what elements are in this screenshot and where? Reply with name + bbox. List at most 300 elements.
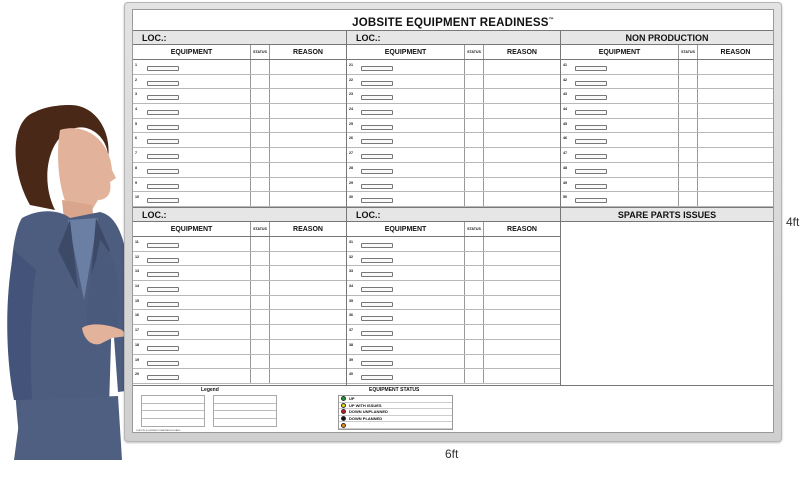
section-header: LOC.:: [133, 207, 346, 222]
equipment-row: [561, 75, 773, 90]
reason-cell: [484, 340, 560, 354]
reason-cell: [484, 163, 560, 177]
legend-grid: [141, 395, 281, 430]
equipment-cell: [347, 237, 465, 251]
magnetic-tag: [147, 375, 179, 380]
reason-cell: [698, 89, 773, 103]
row-number: 35: [349, 298, 353, 303]
equipment-row: [133, 148, 346, 163]
status-dot-icon: [341, 416, 346, 421]
row-number: 25: [349, 121, 353, 126]
magnetic-tag: [147, 258, 179, 263]
status-cell: [251, 281, 270, 295]
status-cell: [465, 369, 484, 383]
legend-area: [133, 385, 773, 434]
magnetic-tag: [361, 169, 393, 174]
equipment-cell: [133, 369, 251, 383]
row-number: 7: [135, 151, 137, 156]
status-key-label: DOWN UNPLANNED: [349, 409, 388, 415]
equipment-cell: [347, 104, 465, 118]
status-column-header: STATUS: [251, 45, 270, 59]
column-header-row: [561, 45, 773, 60]
reason-cell: [698, 133, 773, 147]
reason-cell: [698, 60, 773, 74]
equipment-cell: [133, 148, 251, 162]
row-number: 41: [563, 63, 567, 67]
status-cell: [251, 178, 270, 192]
reason-cell: [270, 75, 346, 89]
equipment-cell: [347, 281, 465, 295]
reason-cell: [484, 104, 560, 118]
row-number: 32: [349, 254, 353, 259]
status-cell: [465, 296, 484, 310]
equipment-cell: [347, 266, 465, 280]
equipment-cell: [561, 178, 679, 192]
equipment-row: [561, 178, 773, 193]
reason-cell: [270, 369, 346, 383]
equipment-status-key: [338, 395, 453, 430]
status-cell: [251, 192, 270, 206]
row-number: 31: [349, 240, 353, 244]
equipment-row: [133, 369, 346, 384]
equipment-row: [347, 60, 560, 75]
magnetic-tag: [361, 375, 393, 380]
status-cell: [679, 89, 698, 103]
status-key-item: [339, 422, 452, 429]
row-number: 23: [349, 92, 353, 97]
magnetic-tag: [147, 198, 179, 203]
magnetic-tag: [575, 110, 607, 115]
equipment-cell: [133, 266, 251, 280]
presenter-person-image: [0, 100, 140, 460]
magnetic-tag: [361, 272, 393, 277]
status-cell: [465, 310, 484, 324]
equipment-row: [347, 163, 560, 178]
status-dot-icon: [341, 423, 346, 428]
equipment-row: [133, 281, 346, 296]
equipment-cell: [347, 369, 465, 383]
equipment-row: [347, 310, 560, 325]
row-number: 20: [135, 372, 139, 377]
section-bottom-middle: [347, 207, 560, 384]
magnetic-tag: [575, 198, 607, 203]
reason-cell: [484, 178, 560, 192]
equipment-cell: [133, 252, 251, 266]
equipment-cell: [347, 133, 465, 147]
equipment-cell: [561, 133, 679, 147]
equipment-row: [347, 237, 560, 252]
reason-column-header: REASON: [720, 48, 751, 56]
equipment-row: [561, 133, 773, 148]
equipment-row: [561, 192, 773, 207]
magnetic-tag: [361, 302, 393, 307]
magnetic-tag: [361, 198, 393, 203]
reason-cell: [484, 192, 560, 206]
status-cell: [465, 192, 484, 206]
row-number: 9: [135, 180, 137, 185]
equipment-column-header: EQUIPMENT: [561, 45, 679, 59]
spare-parts-area: [561, 222, 773, 385]
status-cell: [465, 148, 484, 162]
magnetic-tag: [147, 346, 179, 351]
reason-cell: [484, 133, 560, 147]
reason-cell: [698, 148, 773, 162]
magnetic-tag: [575, 154, 607, 159]
row-number: 42: [563, 77, 567, 82]
magnetic-tag: [361, 154, 393, 159]
magnetic-tag: [361, 139, 393, 144]
reason-cell: [270, 104, 346, 118]
magnetic-tag: [147, 154, 179, 159]
status-cell: [679, 104, 698, 118]
row-number: 29: [349, 180, 353, 185]
row-number: 10: [135, 195, 139, 200]
row-number: 16: [135, 313, 139, 318]
equipment-row: [347, 369, 560, 384]
equipment-row: [347, 148, 560, 163]
equipment-row: [561, 119, 773, 134]
status-dot-icon: [341, 396, 346, 401]
equipment-cell: [561, 192, 679, 206]
status-dot-icon: [341, 403, 346, 408]
reason-cell: [270, 133, 346, 147]
equipment-row: [561, 104, 773, 119]
magnetic-tag: [361, 346, 393, 351]
status-cell: [679, 192, 698, 206]
whiteboard: [132, 9, 774, 433]
reason-cell: [270, 60, 346, 74]
magnetic-tag: [361, 125, 393, 130]
magnetic-tag: [575, 95, 607, 100]
equipment-cell: [561, 75, 679, 89]
magnetic-tag: [147, 243, 179, 248]
equipment-row: [133, 60, 346, 75]
equipment-row: [347, 119, 560, 134]
status-column-header: STATUS: [465, 45, 484, 59]
status-cell: [679, 148, 698, 162]
section-spare-parts: [561, 207, 773, 385]
section-top-left: [133, 30, 346, 207]
magnetic-tag: [147, 316, 179, 321]
equipment-cell: [347, 60, 465, 74]
status-cell: [465, 133, 484, 147]
magnetic-tag: [361, 81, 393, 86]
magnetic-tag: [147, 361, 179, 366]
status-key-item: [339, 416, 452, 423]
row-number: 11: [135, 240, 139, 244]
magnetic-tag: [147, 66, 179, 71]
equipment-cell: [347, 252, 465, 266]
status-cell: [679, 119, 698, 133]
status-key-item: [339, 409, 452, 416]
row-number: 39: [349, 357, 353, 362]
magnetic-tag: [361, 110, 393, 115]
row-number: 28: [349, 165, 353, 170]
equipment-row: [561, 60, 773, 75]
row-number: 50: [563, 195, 567, 200]
status-dot-icon: [341, 409, 346, 414]
equipment-column-header: EQUIPMENT: [347, 222, 465, 236]
reason-cell: [270, 237, 346, 251]
equipment-cell: [347, 192, 465, 206]
equipment-row: [133, 325, 346, 340]
reason-cell: [484, 369, 560, 383]
reason-cell: [270, 252, 346, 266]
equipment-row: [347, 325, 560, 340]
width-dimension-label: 6ft: [445, 447, 459, 461]
magnetic-tag: [575, 184, 607, 189]
status-cell: [465, 75, 484, 89]
status-cell: [465, 355, 484, 369]
equipment-cell: [561, 104, 679, 118]
equipment-row: [133, 252, 346, 267]
reason-cell: [484, 355, 560, 369]
status-cell: [465, 340, 484, 354]
magnetic-tag: [147, 272, 179, 277]
status-cell: [465, 325, 484, 339]
status-cell: [251, 60, 270, 74]
equipment-cell: [347, 355, 465, 369]
magnetic-tag: [361, 361, 393, 366]
equipment-row: [347, 355, 560, 370]
equipment-cell: [133, 296, 251, 310]
reason-cell: [484, 75, 560, 89]
equipment-column-header: EQUIPMENT: [133, 222, 251, 236]
row-number: 33: [349, 269, 353, 274]
status-column-header: STATUS: [465, 222, 484, 236]
status-key-label: UP: [349, 396, 355, 402]
magnetic-tag: [147, 169, 179, 174]
equipment-cell: [133, 192, 251, 206]
equipment-row: [561, 89, 773, 104]
reason-cell: [484, 89, 560, 103]
magnetic-tag: [575, 66, 607, 71]
equipment-row: [347, 133, 560, 148]
reason-cell: [270, 281, 346, 295]
reason-cell: [698, 104, 773, 118]
magnetic-tag: [361, 287, 393, 292]
section-header: NON PRODUCTION: [561, 30, 773, 45]
reason-cell: [270, 340, 346, 354]
reason-cell: [484, 266, 560, 280]
row-number: 24: [349, 107, 353, 112]
row-number: 13: [135, 269, 139, 274]
reason-cell: [698, 163, 773, 177]
equipment-cell: [133, 75, 251, 89]
equipment-cell: [561, 60, 679, 74]
reason-cell: [698, 178, 773, 192]
reason-cell: [698, 192, 773, 206]
row-number: 17: [135, 328, 139, 333]
equipment-column-header: EQUIPMENT: [347, 45, 465, 59]
magnetic-tag: [147, 81, 179, 86]
column-header-row: [133, 222, 346, 237]
status-column-header: STATUS: [679, 45, 698, 59]
reason-cell: [484, 325, 560, 339]
equipment-cell: [347, 310, 465, 324]
status-cell: [465, 104, 484, 118]
equipment-row: [133, 310, 346, 325]
equipment-row: [133, 340, 346, 355]
row-number: 45: [563, 121, 567, 126]
reason-cell: [484, 296, 560, 310]
status-cell: [251, 340, 270, 354]
status-cell: [251, 355, 270, 369]
status-cell: [679, 178, 698, 192]
status-cell: [251, 310, 270, 324]
magnetic-tag: [361, 184, 393, 189]
column-header-row: [347, 45, 560, 60]
equipment-cell: [133, 355, 251, 369]
equipment-row: [347, 281, 560, 296]
magnetic-tag: [147, 331, 179, 336]
status-key-label: DOWN PLANNED: [349, 416, 383, 422]
row-number: 30: [349, 195, 353, 200]
equipment-cell: [347, 148, 465, 162]
magnetic-tag: [361, 243, 393, 248]
status-cell: [251, 163, 270, 177]
status-cell: [679, 133, 698, 147]
row-number: 2: [135, 77, 137, 82]
row-number: 34: [349, 284, 353, 289]
status-key-item: [339, 396, 452, 403]
reason-column-header: REASON: [507, 225, 537, 233]
status-cell: [251, 133, 270, 147]
status-cell: [465, 119, 484, 133]
legend-title: Legend: [201, 387, 219, 393]
reason-cell: [484, 252, 560, 266]
column-header-row: [133, 45, 346, 60]
row-number: 26: [349, 136, 353, 141]
equipment-cell: [347, 325, 465, 339]
board-title: [133, 10, 773, 30]
equipment-cell: [561, 148, 679, 162]
magnetic-tag: [147, 95, 179, 100]
row-number: 44: [563, 107, 567, 112]
magnetic-tag: [575, 125, 607, 130]
magnetic-tag: [361, 316, 393, 321]
row-number: 27: [349, 151, 353, 156]
equipment-row: [133, 119, 346, 134]
section-bottom-left: [133, 207, 346, 384]
legend-column: [141, 395, 205, 427]
status-key-item: [339, 403, 452, 410]
reason-cell: [270, 192, 346, 206]
equipment-row: [133, 104, 346, 119]
reason-cell: [270, 178, 346, 192]
equipment-cell: [561, 163, 679, 177]
reason-cell: [698, 119, 773, 133]
magnetic-tag: [147, 125, 179, 130]
section-header: LOC.:: [347, 207, 560, 222]
reason-cell: [270, 355, 346, 369]
row-number: 8: [135, 165, 137, 170]
status-cell: [465, 178, 484, 192]
row-number: 47: [563, 151, 567, 156]
magnetic-tag: [147, 184, 179, 189]
equipment-row: [133, 133, 346, 148]
equipment-cell: [133, 60, 251, 74]
equipment-cell: [133, 119, 251, 133]
equipment-row: [347, 296, 560, 311]
row-number: 37: [349, 328, 353, 333]
magnetic-tag: [361, 95, 393, 100]
equipment-row: [133, 192, 346, 207]
equipment-cell: [347, 178, 465, 192]
status-cell: [465, 266, 484, 280]
reason-cell: [484, 119, 560, 133]
status-cell: [251, 75, 270, 89]
magnetic-tag: [361, 258, 393, 263]
equipment-row: [347, 178, 560, 193]
row-number: 5: [135, 121, 137, 126]
equipment-row: [133, 237, 346, 252]
fineprint: JOBSITE EQUIPMENT READINESS BOARD: [136, 430, 181, 432]
row-number: 43: [563, 92, 567, 97]
magnetic-tag: [575, 139, 607, 144]
reason-cell: [270, 148, 346, 162]
equipment-cell: [133, 89, 251, 103]
legend-column: [213, 395, 277, 427]
equipment-cell: [347, 119, 465, 133]
row-number: 46: [563, 136, 567, 141]
trademark-mark: ™: [548, 17, 554, 23]
row-number: 40: [349, 372, 353, 377]
status-cell: [679, 60, 698, 74]
row-number: 49: [563, 180, 567, 185]
equipment-row: [561, 163, 773, 178]
magnetic-tag: [575, 81, 607, 86]
equipment-status-title: EQUIPMENT STATUS: [369, 387, 420, 393]
equipment-row: [347, 252, 560, 267]
reason-cell: [270, 310, 346, 324]
height-dimension-label: 4ft: [786, 215, 800, 229]
magnetic-tag: [147, 139, 179, 144]
equipment-row: [347, 89, 560, 104]
equipment-row: [347, 340, 560, 355]
row-number: 48: [563, 165, 567, 170]
equipment-cell: [347, 340, 465, 354]
status-key-label: UP WITH ISSUES: [349, 402, 382, 408]
reason-cell: [270, 325, 346, 339]
equipment-cell: [133, 178, 251, 192]
status-cell: [251, 325, 270, 339]
equipment-cell: [133, 237, 251, 251]
reason-cell: [270, 163, 346, 177]
reason-cell: [698, 75, 773, 89]
row-number: 22: [349, 77, 353, 82]
status-cell: [251, 89, 270, 103]
reason-cell: [484, 281, 560, 295]
equipment-row: [347, 266, 560, 281]
status-cell: [251, 104, 270, 118]
section-header: LOC.:: [133, 30, 346, 45]
equipment-cell: [561, 119, 679, 133]
magnetic-tag: [361, 66, 393, 71]
equipment-cell: [133, 340, 251, 354]
equipment-cell: [347, 75, 465, 89]
row-number: 19: [135, 357, 139, 362]
equipment-row: [133, 178, 346, 193]
reason-cell: [484, 310, 560, 324]
status-cell: [465, 89, 484, 103]
status-cell: [251, 296, 270, 310]
status-cell: [465, 281, 484, 295]
equipment-row: [133, 296, 346, 311]
reason-cell: [270, 89, 346, 103]
equipment-cell: [561, 89, 679, 103]
status-cell: [679, 163, 698, 177]
